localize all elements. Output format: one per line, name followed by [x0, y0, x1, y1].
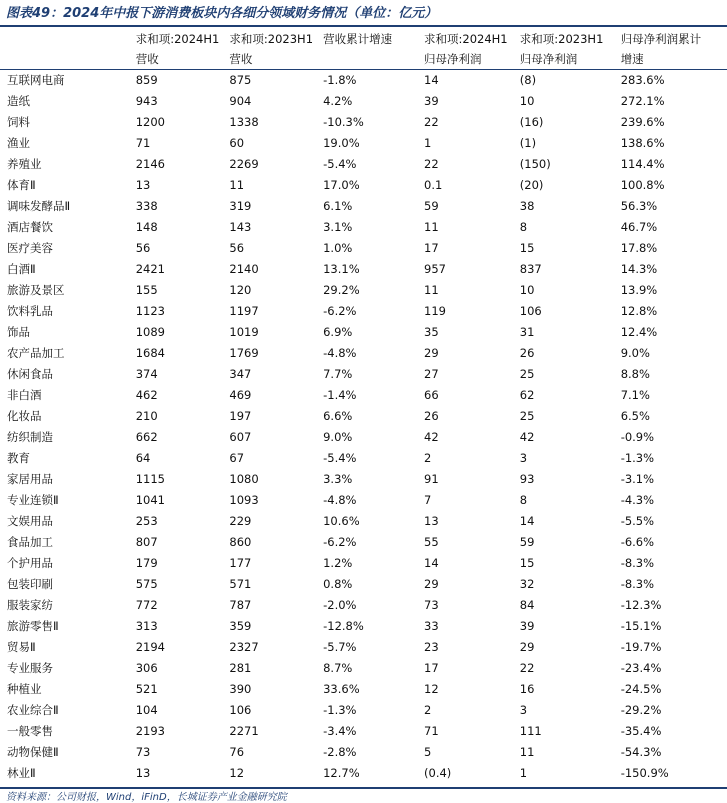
revenue-growth-cell: -12.8% [316, 616, 417, 637]
revenue-2023h1-cell: 11 [222, 175, 316, 196]
revenue-2024h1-cell: 313 [129, 616, 223, 637]
profit-growth-cell: -29.2% [614, 700, 727, 721]
profit-growth-cell: -150.9% [614, 763, 727, 784]
category-cell: 旅游及景区 [0, 280, 129, 301]
revenue-growth-cell: -4.8% [316, 490, 417, 511]
revenue-2023h1-cell: 143 [222, 217, 316, 238]
revenue-growth-cell: 3.1% [316, 217, 417, 238]
revenue-2024h1-cell: 306 [129, 658, 223, 679]
table-row [0, 553, 727, 574]
category-cell: 包装印刷 [0, 574, 129, 595]
table-row [0, 700, 727, 721]
profit-2024h1-cell: 66 [417, 385, 513, 406]
table-row [0, 343, 727, 364]
category-cell: 医疗美容 [0, 238, 129, 259]
profit-growth-cell: 9.0% [614, 343, 727, 364]
revenue-2023h1-cell: 197 [222, 406, 316, 427]
header-cell-category [0, 27, 129, 70]
category-cell: 纺织制造 [0, 427, 129, 448]
profit-2024h1-cell: 59 [417, 196, 513, 217]
profit-2023h1-cell: 106 [513, 301, 614, 322]
revenue-2024h1-cell: 1123 [129, 301, 223, 322]
revenue-growth-cell: 13.1% [316, 259, 417, 280]
table-title: 图表49：2024年中报下游消费板块内各细分领域财务情况（单位：亿元） [6, 6, 438, 21]
table-row [0, 427, 727, 448]
profit-2024h1-cell: 2 [417, 448, 513, 469]
category-cell: 家居用品 [0, 469, 129, 490]
profit-growth-cell: -1.3% [614, 448, 727, 469]
revenue-2024h1-cell: 807 [129, 532, 223, 553]
profit-2024h1-cell: 13 [417, 511, 513, 532]
revenue-growth-cell: -10.3% [316, 112, 417, 133]
profit-2023h1-cell: 39 [513, 616, 614, 637]
table-row [0, 259, 727, 280]
revenue-2024h1-cell: 56 [129, 238, 223, 259]
profit-growth-cell: 12.8% [614, 301, 727, 322]
table-row [0, 322, 727, 343]
category-cell: 白酒Ⅱ [0, 259, 129, 280]
profit-2024h1-cell: 71 [417, 721, 513, 742]
category-cell: 旅游零售Ⅱ [0, 616, 129, 637]
revenue-2023h1-cell: 1093 [222, 490, 316, 511]
revenue-growth-cell: -4.8% [316, 343, 417, 364]
revenue-growth-cell: -5.4% [316, 448, 417, 469]
table-row [0, 385, 727, 406]
profit-2023h1-cell: 14 [513, 511, 614, 532]
revenue-2023h1-cell: 120 [222, 280, 316, 301]
table-row [0, 70, 727, 92]
revenue-2024h1-cell: 1089 [129, 322, 223, 343]
revenue-growth-cell: 8.7% [316, 658, 417, 679]
profit-growth-cell: 138.6% [614, 133, 727, 154]
table-row [0, 763, 727, 784]
profit-2024h1-cell: 12 [417, 679, 513, 700]
category-cell: 动物保健Ⅱ [0, 742, 129, 763]
revenue-growth-cell: -5.7% [316, 637, 417, 658]
table-row [0, 637, 727, 658]
revenue-2024h1-cell: 943 [129, 91, 223, 112]
profit-2024h1-cell: 1 [417, 133, 513, 154]
profit-2023h1-cell: 32 [513, 574, 614, 595]
revenue-growth-cell: -3.4% [316, 721, 417, 742]
table-row [0, 679, 727, 700]
category-cell: 一般零售 [0, 721, 129, 742]
revenue-2024h1-cell: 1684 [129, 343, 223, 364]
profit-2024h1-cell: 2 [417, 700, 513, 721]
profit-growth-cell: 100.8% [614, 175, 727, 196]
profit-2023h1-cell: (20) [513, 175, 614, 196]
profit-2024h1-cell: 22 [417, 112, 513, 133]
category-cell: 调味发酵品Ⅱ [0, 196, 129, 217]
revenue-2023h1-cell: 281 [222, 658, 316, 679]
revenue-growth-cell: -2.0% [316, 595, 417, 616]
revenue-growth-cell: 33.6% [316, 679, 417, 700]
profit-growth-cell: -23.4% [614, 658, 727, 679]
revenue-2023h1-cell: 106 [222, 700, 316, 721]
table-row [0, 301, 727, 322]
revenue-growth-cell: 6.9% [316, 322, 417, 343]
revenue-2024h1-cell: 64 [129, 448, 223, 469]
category-cell: 酒店餐饮 [0, 217, 129, 238]
table-body [0, 70, 727, 785]
profit-2024h1-cell: 119 [417, 301, 513, 322]
category-cell: 互联网电商 [0, 70, 129, 92]
profit-2023h1-cell: 62 [513, 385, 614, 406]
revenue-2024h1-cell: 1041 [129, 490, 223, 511]
profit-growth-cell: -8.3% [614, 574, 727, 595]
table-row [0, 196, 727, 217]
profit-2024h1-cell: 17 [417, 238, 513, 259]
revenue-2023h1-cell: 359 [222, 616, 316, 637]
revenue-2023h1-cell: 1338 [222, 112, 316, 133]
profit-2023h1-cell: 38 [513, 196, 614, 217]
category-cell: 饲料 [0, 112, 129, 133]
profit-2024h1-cell: 22 [417, 154, 513, 175]
profit-2024h1-cell: 73 [417, 595, 513, 616]
header-cell-profit-2023h1: 求和项:2023H1 归母净利润 [513, 27, 614, 70]
table-row [0, 406, 727, 427]
revenue-2024h1-cell: 73 [129, 742, 223, 763]
profit-growth-cell: 272.1% [614, 91, 727, 112]
revenue-growth-cell: 29.2% [316, 280, 417, 301]
category-cell: 文娱用品 [0, 511, 129, 532]
category-cell: 渔业 [0, 133, 129, 154]
profit-2024h1-cell: 11 [417, 217, 513, 238]
revenue-growth-cell: 4.2% [316, 91, 417, 112]
profit-2024h1-cell: 29 [417, 343, 513, 364]
revenue-2024h1-cell: 179 [129, 553, 223, 574]
revenue-2023h1-cell: 571 [222, 574, 316, 595]
profit-2024h1-cell: 42 [417, 427, 513, 448]
revenue-2024h1-cell: 253 [129, 511, 223, 532]
revenue-2023h1-cell: 1080 [222, 469, 316, 490]
revenue-growth-cell: 6.1% [316, 196, 417, 217]
profit-growth-cell: 13.9% [614, 280, 727, 301]
profit-2023h1-cell: 22 [513, 658, 614, 679]
header-row [0, 27, 727, 70]
revenue-2024h1-cell: 1200 [129, 112, 223, 133]
revenue-2024h1-cell: 104 [129, 700, 223, 721]
profit-2023h1-cell: 15 [513, 238, 614, 259]
profit-2023h1-cell: 3 [513, 700, 614, 721]
revenue-2024h1-cell: 155 [129, 280, 223, 301]
revenue-growth-cell: 10.6% [316, 511, 417, 532]
profit-2024h1-cell: 17 [417, 658, 513, 679]
profit-2023h1-cell: 31 [513, 322, 614, 343]
revenue-2023h1-cell: 67 [222, 448, 316, 469]
revenue-growth-cell: -1.3% [316, 700, 417, 721]
revenue-growth-cell: 0.8% [316, 574, 417, 595]
profit-2024h1-cell: 27 [417, 364, 513, 385]
table-row [0, 448, 727, 469]
category-cell: 饮料乳品 [0, 301, 129, 322]
revenue-2024h1-cell: 71 [129, 133, 223, 154]
revenue-2023h1-cell: 607 [222, 427, 316, 448]
revenue-2023h1-cell: 347 [222, 364, 316, 385]
revenue-growth-cell: -1.4% [316, 385, 417, 406]
profit-growth-cell: 17.8% [614, 238, 727, 259]
revenue-2023h1-cell: 2140 [222, 259, 316, 280]
profit-2023h1-cell: 93 [513, 469, 614, 490]
profit-2023h1-cell: 25 [513, 406, 614, 427]
revenue-2023h1-cell: 787 [222, 595, 316, 616]
profit-2023h1-cell: 11 [513, 742, 614, 763]
table-row [0, 112, 727, 133]
table-row [0, 217, 727, 238]
revenue-growth-cell: -2.8% [316, 742, 417, 763]
revenue-growth-cell: 1.2% [316, 553, 417, 574]
table-row [0, 616, 727, 637]
revenue-2023h1-cell: 177 [222, 553, 316, 574]
profit-growth-cell: -4.3% [614, 490, 727, 511]
revenue-2023h1-cell: 904 [222, 91, 316, 112]
profit-2024h1-cell: 29 [417, 574, 513, 595]
table-row [0, 280, 727, 301]
profit-2023h1-cell: 25 [513, 364, 614, 385]
category-cell: 造纸 [0, 91, 129, 112]
source-note: 资料来源：公司财报，Wind，iFinD，长城证券产业金融研究院 [6, 792, 287, 803]
revenue-2023h1-cell: 2269 [222, 154, 316, 175]
header-cell-profit-growth: 归母净利润累计 增速 [614, 27, 727, 70]
profit-2023h1-cell: 8 [513, 217, 614, 238]
profit-growth-cell: 8.8% [614, 364, 727, 385]
profit-2023h1-cell: 10 [513, 91, 614, 112]
header-cell-revenue-2024h1: 求和项:2024H1 营收 [129, 27, 223, 70]
profit-growth-cell: -12.3% [614, 595, 727, 616]
revenue-2023h1-cell: 1019 [222, 322, 316, 343]
profit-growth-cell: 7.1% [614, 385, 727, 406]
profit-2024h1-cell: 14 [417, 553, 513, 574]
revenue-2024h1-cell: 2194 [129, 637, 223, 658]
table-row [0, 238, 727, 259]
profit-2023h1-cell: 16 [513, 679, 614, 700]
revenue-2024h1-cell: 859 [129, 70, 223, 92]
profit-growth-cell: -54.3% [614, 742, 727, 763]
profit-growth-cell: -19.7% [614, 637, 727, 658]
table-row [0, 511, 727, 532]
revenue-growth-cell: 3.3% [316, 469, 417, 490]
revenue-2023h1-cell: 2271 [222, 721, 316, 742]
revenue-2023h1-cell: 12 [222, 763, 316, 784]
revenue-2023h1-cell: 319 [222, 196, 316, 217]
revenue-2023h1-cell: 1197 [222, 301, 316, 322]
profit-growth-cell: -24.5% [614, 679, 727, 700]
profit-growth-cell: -15.1% [614, 616, 727, 637]
revenue-2024h1-cell: 13 [129, 763, 223, 784]
category-cell: 专业连锁Ⅱ [0, 490, 129, 511]
profit-2024h1-cell: 26 [417, 406, 513, 427]
category-cell: 专业服务 [0, 658, 129, 679]
revenue-2023h1-cell: 2327 [222, 637, 316, 658]
revenue-2023h1-cell: 56 [222, 238, 316, 259]
revenue-growth-cell: -5.4% [316, 154, 417, 175]
profit-2023h1-cell: 10 [513, 280, 614, 301]
table-row [0, 742, 727, 763]
profit-2023h1-cell: 111 [513, 721, 614, 742]
category-cell: 个护用品 [0, 553, 129, 574]
profit-growth-cell: 114.4% [614, 154, 727, 175]
profit-2023h1-cell: (8) [513, 70, 614, 92]
profit-2024h1-cell: 23 [417, 637, 513, 658]
table-row [0, 532, 727, 553]
table-row [0, 490, 727, 511]
profit-growth-cell: 56.3% [614, 196, 727, 217]
revenue-2024h1-cell: 338 [129, 196, 223, 217]
revenue-2023h1-cell: 76 [222, 742, 316, 763]
profit-2024h1-cell: 35 [417, 322, 513, 343]
revenue-growth-cell: -1.8% [316, 70, 417, 92]
table-row [0, 658, 727, 679]
revenue-growth-cell: 17.0% [316, 175, 417, 196]
profit-2023h1-cell: (16) [513, 112, 614, 133]
revenue-2023h1-cell: 1769 [222, 343, 316, 364]
table-row [0, 595, 727, 616]
table-row [0, 364, 727, 385]
revenue-growth-cell: 1.0% [316, 238, 417, 259]
revenue-2024h1-cell: 662 [129, 427, 223, 448]
revenue-2023h1-cell: 860 [222, 532, 316, 553]
financial-table [0, 27, 727, 784]
profit-growth-cell: -8.3% [614, 553, 727, 574]
profit-2024h1-cell: 957 [417, 259, 513, 280]
table-row [0, 721, 727, 742]
profit-growth-cell: 283.6% [614, 70, 727, 92]
revenue-2024h1-cell: 2193 [129, 721, 223, 742]
profit-growth-cell: -3.1% [614, 469, 727, 490]
category-cell: 农业综合Ⅱ [0, 700, 129, 721]
category-cell: 服装家纺 [0, 595, 129, 616]
category-cell: 贸易Ⅱ [0, 637, 129, 658]
revenue-2024h1-cell: 2421 [129, 259, 223, 280]
profit-2024h1-cell: 91 [417, 469, 513, 490]
table-row [0, 133, 727, 154]
profit-2023h1-cell: (1) [513, 133, 614, 154]
revenue-growth-cell: 6.6% [316, 406, 417, 427]
revenue-2024h1-cell: 1115 [129, 469, 223, 490]
revenue-growth-cell: -6.2% [316, 301, 417, 322]
profit-growth-cell: -0.9% [614, 427, 727, 448]
profit-2023h1-cell: 15 [513, 553, 614, 574]
revenue-2024h1-cell: 148 [129, 217, 223, 238]
category-cell: 休闲食品 [0, 364, 129, 385]
category-cell: 饰品 [0, 322, 129, 343]
profit-growth-cell: -6.6% [614, 532, 727, 553]
profit-2023h1-cell: 42 [513, 427, 614, 448]
profit-growth-cell: 6.5% [614, 406, 727, 427]
table-row [0, 469, 727, 490]
category-cell: 农产品加工 [0, 343, 129, 364]
revenue-2023h1-cell: 229 [222, 511, 316, 532]
profit-2023h1-cell: 8 [513, 490, 614, 511]
profit-2023h1-cell: 1 [513, 763, 614, 784]
revenue-2023h1-cell: 390 [222, 679, 316, 700]
category-cell: 养殖业 [0, 154, 129, 175]
header-cell-revenue-growth: 营收累计增速 [316, 27, 417, 70]
profit-2024h1-cell: 55 [417, 532, 513, 553]
category-cell: 非白酒 [0, 385, 129, 406]
category-cell: 化妆品 [0, 406, 129, 427]
profit-growth-cell: -35.4% [614, 721, 727, 742]
table-row [0, 574, 727, 595]
table-row [0, 154, 727, 175]
profit-2024h1-cell: 39 [417, 91, 513, 112]
profit-growth-cell: 14.3% [614, 259, 727, 280]
category-cell: 种植业 [0, 679, 129, 700]
revenue-growth-cell: 19.0% [316, 133, 417, 154]
profit-2023h1-cell: 837 [513, 259, 614, 280]
profit-growth-cell: 12.4% [614, 322, 727, 343]
revenue-growth-cell: 7.7% [316, 364, 417, 385]
revenue-2024h1-cell: 462 [129, 385, 223, 406]
revenue-2024h1-cell: 374 [129, 364, 223, 385]
revenue-2024h1-cell: 2146 [129, 154, 223, 175]
revenue-growth-cell: 12.7% [316, 763, 417, 784]
profit-2023h1-cell: 84 [513, 595, 614, 616]
profit-2023h1-cell: (150) [513, 154, 614, 175]
category-cell: 食品加工 [0, 532, 129, 553]
profit-growth-cell: 239.6% [614, 112, 727, 133]
profit-2023h1-cell: 26 [513, 343, 614, 364]
category-cell: 教育 [0, 448, 129, 469]
profit-2024h1-cell: 0.1 [417, 175, 513, 196]
header-cell-revenue-2023h1: 求和项:2023H1 营收 [222, 27, 316, 70]
revenue-2024h1-cell: 210 [129, 406, 223, 427]
revenue-2024h1-cell: 521 [129, 679, 223, 700]
revenue-growth-cell: -6.2% [316, 532, 417, 553]
table-row [0, 175, 727, 196]
profit-2024h1-cell: (0.4) [417, 763, 513, 784]
revenue-2023h1-cell: 875 [222, 70, 316, 92]
profit-growth-cell: 46.7% [614, 217, 727, 238]
revenue-2023h1-cell: 469 [222, 385, 316, 406]
profit-2024h1-cell: 7 [417, 490, 513, 511]
revenue-2024h1-cell: 772 [129, 595, 223, 616]
revenue-2024h1-cell: 575 [129, 574, 223, 595]
revenue-2024h1-cell: 13 [129, 175, 223, 196]
header-cell-profit-2024h1: 求和项:2024H1 归母净利润 [417, 27, 513, 70]
profit-growth-cell: -5.5% [614, 511, 727, 532]
profit-2024h1-cell: 11 [417, 280, 513, 301]
profit-2023h1-cell: 3 [513, 448, 614, 469]
profit-2023h1-cell: 59 [513, 532, 614, 553]
revenue-growth-cell: 9.0% [316, 427, 417, 448]
revenue-2023h1-cell: 60 [222, 133, 316, 154]
profit-2024h1-cell: 5 [417, 742, 513, 763]
profit-2023h1-cell: 29 [513, 637, 614, 658]
profit-2024h1-cell: 14 [417, 70, 513, 92]
profit-2024h1-cell: 33 [417, 616, 513, 637]
table-row [0, 91, 727, 112]
category-cell: 体育Ⅱ [0, 175, 129, 196]
category-cell: 林业Ⅱ [0, 763, 129, 784]
